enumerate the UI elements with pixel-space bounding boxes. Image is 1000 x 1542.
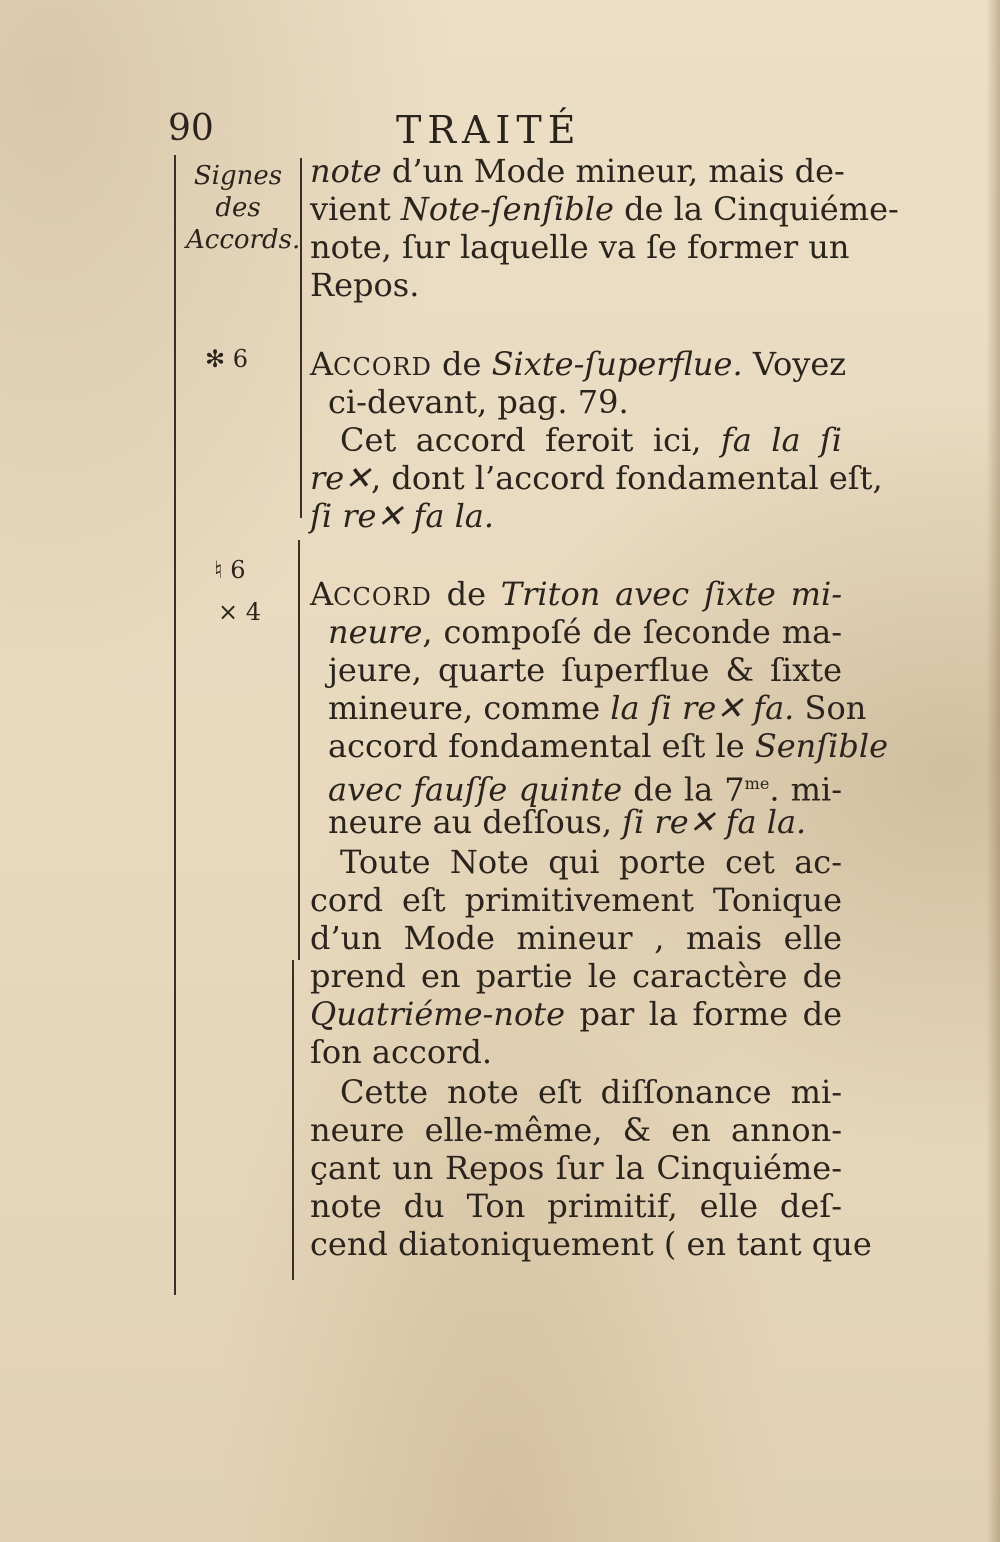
- text-line: prend en partie le caractère de: [310, 957, 842, 995]
- text-line: neure, compoſé de ſeconde ma-: [328, 613, 842, 651]
- text-line: vient Note-ſenſible de la Cinquiéme-: [310, 190, 899, 228]
- page-header: [0, 108, 1000, 158]
- text-line: mineure, comme la ſi re✕ fa. Son: [328, 689, 867, 727]
- page-edge-shadow: [986, 0, 1000, 1542]
- text-line: ACCORD de Sixte-ſuperflue. Voyez: [310, 345, 847, 383]
- text-line: cord eſt primitivement Tonique: [310, 881, 842, 919]
- margin-note-line-2: des: [215, 193, 261, 223]
- text-line: neure elle-même, & en annon-: [310, 1111, 842, 1149]
- margin-note-line-3: Accords.: [186, 225, 301, 255]
- text-line: note du Ton primitif, elle deſ-: [310, 1187, 842, 1225]
- page-number: 90: [168, 108, 214, 149]
- text-line: Cet accord feroit ici, fa la ſi: [340, 421, 842, 459]
- margin-sign-sixte-superflue: ✻ 6: [205, 345, 249, 373]
- text-line: ACCORD de Triton avec ſixte mi-: [310, 575, 843, 613]
- text-line: avec fauſſe quinte de la $7^{me}$. mi-: [328, 770, 843, 809]
- running-title: TRAITÉ: [396, 108, 582, 152]
- margin-rule-left: [174, 155, 176, 1295]
- text-line: çant un Repos ſur la Cinquiéme-: [310, 1149, 842, 1187]
- text-line: Quatriéme-note par la forme de: [310, 995, 842, 1033]
- text-line: Cette note eſt diſſonance mi-: [340, 1073, 842, 1111]
- text-line: jeure, quarte ſuperflue & ſixte: [328, 651, 842, 689]
- text-line: ci-devant, pag. 79.: [328, 383, 629, 421]
- margin-rule-right-1: [300, 158, 302, 518]
- text-line: ſi re✕ fa la.: [310, 497, 495, 535]
- margin-note-line-1: Signes: [193, 161, 283, 191]
- text-line: accord fondamental eſt le Senſible: [328, 727, 889, 765]
- margin-note-signes: [186, 160, 301, 256]
- text-line: note, ſur laquelle va ſe former un: [310, 228, 850, 266]
- text-line: cend diatoniquement ( en tant que: [310, 1225, 872, 1263]
- text-line: neure au deſſous, ſi re✕ fa la.: [328, 803, 807, 841]
- margin-rule-right-3: [292, 960, 294, 1280]
- text-line: ſon accord.: [310, 1033, 493, 1071]
- text-line: note d’un Mode mineur, mais de-: [310, 152, 845, 190]
- text-line: d’un Mode mineur , mais elle: [310, 919, 842, 957]
- text-line: Repos.: [310, 266, 420, 304]
- margin-sign-triton-bottom: × 4: [218, 598, 262, 626]
- margin-sign-triton-top: ♮ 6: [214, 556, 246, 584]
- text-line: Toute Note qui porte cet ac-: [340, 843, 842, 881]
- margin-rule-right-2: [298, 540, 300, 960]
- text-line: re✕, dont l’accord fondamental eſt,: [310, 459, 883, 497]
